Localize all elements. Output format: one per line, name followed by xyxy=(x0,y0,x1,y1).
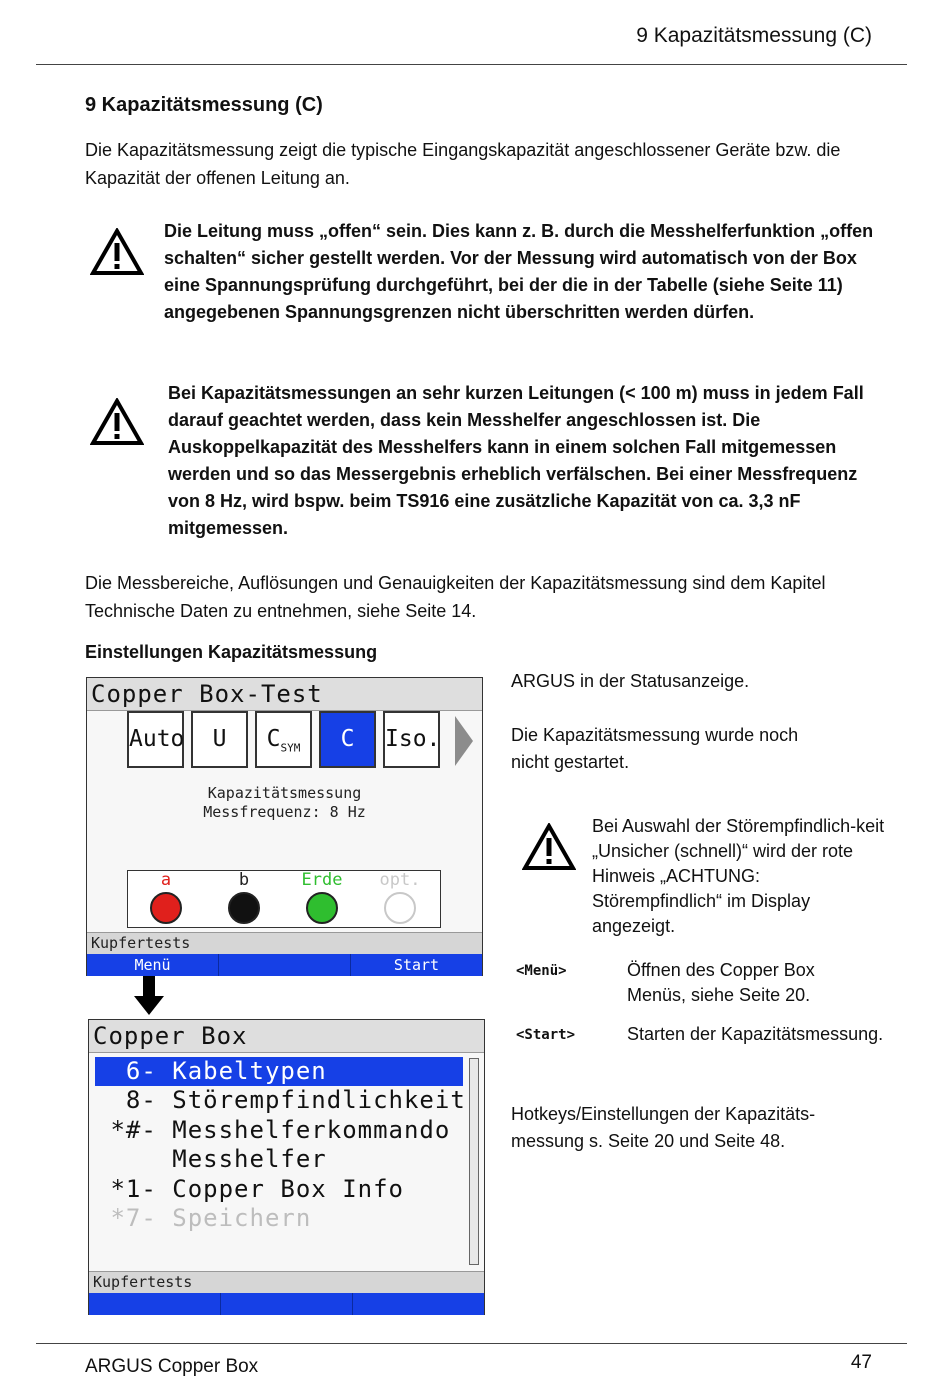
warning-icon xyxy=(90,228,144,276)
text-hotkeys-settings: Hotkeys/Einstellungen der Kapazitäts-messung s. Seite 20 und Seite 48. xyxy=(511,1104,816,1151)
header-rule xyxy=(36,64,907,65)
hotkey-start: <Start> xyxy=(516,1027,576,1043)
wire-dot-opt xyxy=(384,892,416,924)
wire-b xyxy=(214,871,274,924)
section-title: 9 Kapazitätsmessung (C) xyxy=(85,94,323,116)
warning-icon xyxy=(522,823,576,871)
warning-text-short-lines: Bei Kapazitätsmessungen an sehr kurzen Leitungen (< 100 m) muss in jedem Fall darauf geachtet werden, dass kein Messhelfer angeschlossen ist. Die Auskoppelkapazität des Messhelfers kann in einem solchen Fall mitgemessen werden und so das Messergebnis erheblich verfälschen. Bei einer Messfrequenz von 8 Hz, wird bspw. beim TS916 eine zusätzliche Kapazität von ca. 3,3 nF mitgemessen. xyxy=(168,383,864,538)
page-number: 47 xyxy=(850,1352,872,1373)
wire-label-a: a xyxy=(160,870,172,890)
menu-item-interference[interactable]: 8- Störempfindlichkeit xyxy=(95,1086,466,1114)
tab-csym[interactable] xyxy=(255,711,312,768)
status-bar: Kupfertests xyxy=(89,1271,484,1293)
menu-item-cable-types[interactable]: 6- Kabeltypen xyxy=(95,1057,463,1086)
hotkey-start-desc: Starten der Kapazitätsmessung. xyxy=(627,1024,884,1044)
wire-a xyxy=(136,871,196,924)
hotkey-menu-desc: Öffnen des Copper Box Menüs, siehe Seite 20. xyxy=(627,960,815,1005)
warning-icon xyxy=(90,398,144,446)
wire-dot-b xyxy=(228,892,260,924)
screen-copper-box-test xyxy=(86,677,483,976)
intro-paragraph: Die Kapazitätsmessung zeigt die typische Eingangskapazität angeschlossener Geräte bzw. die Kapazität der offenen Leitung an. xyxy=(85,140,841,188)
tab-csym-label: C xyxy=(266,726,281,752)
tab-capacitance[interactable]: C xyxy=(319,711,376,768)
screen-copper-box-menu xyxy=(88,1019,485,1315)
softkey-menu[interactable]: Menü xyxy=(87,954,219,976)
info-measurement: Kapazitätsmessung xyxy=(207,784,362,802)
tab-voltage[interactable]: U xyxy=(191,711,248,768)
wire-label-opt: opt. xyxy=(379,870,421,890)
tab-isolation[interactable]: Iso. xyxy=(383,711,440,768)
wire-earth xyxy=(292,871,352,924)
warning-text-open-line: Die Leitung muss „offen“ sein. Dies kann z. B. durch die Messhelferfunktion „offen schalten“ sicher gestellt werden. Vor der Messung wird automatisch von der Box eine Spannungsprüfung durchgeführt, bei der die in der Tabelle (siehe Seite 11) angegebenen Spannungsgrenzen nicht überschritten werden dürfen. xyxy=(164,221,874,322)
softkey-middle[interactable] xyxy=(221,1293,353,1315)
subheading-settings: Einstellungen Kapazitätsmessung xyxy=(85,642,378,662)
wire-opt xyxy=(370,871,430,924)
arrow-down-icon xyxy=(134,976,164,1016)
text-argus-status: ARGUS in der Statusanzeige. xyxy=(511,671,750,691)
softkey-right[interactable] xyxy=(353,1293,484,1315)
wire-diagram xyxy=(127,870,441,928)
menu-item-copper-box-info[interactable]: *1- Copper Box Info xyxy=(95,1175,404,1203)
tab-auto[interactable]: Auto xyxy=(127,711,184,768)
tab-scroll-right-icon[interactable] xyxy=(455,716,473,766)
status-bar: Kupfertests xyxy=(87,932,482,954)
menu-item-helper-command-cont: Messhelfer xyxy=(95,1145,327,1173)
ranges-paragraph: Die Messbereiche, Auflösungen und Genauigkeiten der Kapazitätsmessung sind dem Kapitel Technische Daten zu entnehmen, siehe Seite 14. xyxy=(85,573,826,621)
wire-label-earth: Erde xyxy=(301,870,343,890)
text-not-started: Die Kapazitätsmessung wurde noch nicht gestartet. xyxy=(511,725,799,772)
footer-rule xyxy=(36,1343,907,1344)
hotkey-menu: <Menü> xyxy=(516,963,567,979)
screen-title: Copper Box-Test xyxy=(87,678,482,711)
softkey-bar xyxy=(89,1293,484,1315)
softkey-start[interactable]: Start xyxy=(393,956,440,974)
wire-dot-earth xyxy=(306,892,338,924)
softkey-left[interactable] xyxy=(89,1293,221,1315)
menu-item-save: *7- Speichern xyxy=(95,1204,312,1232)
running-header: 9 Kapazitätsmessung (C) xyxy=(636,24,872,47)
wire-dot-a xyxy=(150,892,182,924)
softkey-bar xyxy=(87,954,482,976)
tab-csym-sub: SYM xyxy=(280,741,301,755)
menu-item-helper-command[interactable]: *#- Messhelferkommando xyxy=(95,1116,451,1144)
screen-title: Copper Box xyxy=(89,1020,484,1053)
footer-product: ARGUS Copper Box xyxy=(85,1356,259,1377)
info-frequency: Messfrequenz: 8 Hz xyxy=(203,803,366,821)
menu-scrollbar[interactable] xyxy=(469,1058,479,1265)
text-interference-note: Bei Auswahl der Störempfindlich-keit „Unsicher (schnell)“ wird der rote Hinweis „ACHTUNG: Störempfindlich“ im Display angezeigt. xyxy=(592,816,885,936)
wire-label-b: b xyxy=(238,870,250,890)
softkey-middle[interactable] xyxy=(219,954,351,976)
